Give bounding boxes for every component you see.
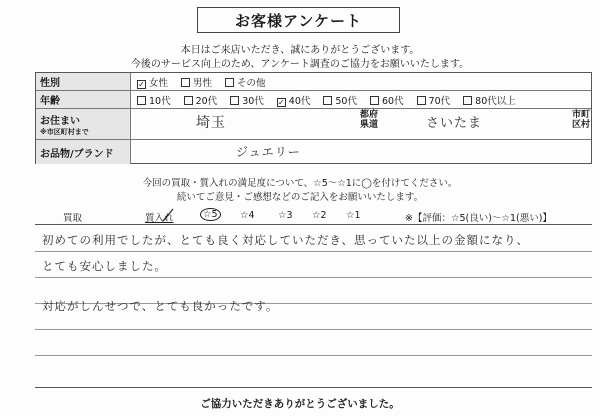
age-option[interactable] [323, 93, 357, 107]
age-option-label: 50代 [335, 95, 357, 107]
evaluation-row [35, 208, 592, 224]
comment-rule [35, 329, 592, 330]
gender-option-label: その他 [237, 77, 266, 89]
age-label: 年齢 [36, 91, 131, 108]
age-option-label: 80代以上 [475, 95, 516, 107]
gender-label: 性別 [36, 73, 131, 90]
question-line-2: 続いてご意見・ご感想などのご記入をお願いいたします。 [176, 192, 424, 203]
age-option[interactable] [463, 93, 516, 107]
comment-rule [35, 251, 592, 252]
checkbox-icon[interactable] [463, 96, 472, 105]
product-row [36, 140, 591, 164]
age-option[interactable] [370, 93, 404, 107]
gender-option[interactable] [137, 75, 168, 89]
checkbox-icon[interactable] [230, 96, 239, 105]
question-line-1: 今回の買取・質入れの満足度について、☆5～☆1に◯を付けてください。 [142, 178, 458, 189]
age-option-label: 20代 [195, 95, 218, 107]
comment-line-2: とても安心しました。 [42, 259, 167, 273]
rating-star-1: ☆1 [346, 210, 361, 221]
intro-line-2: 今後のサービス向上のため、アンケート調査のご協力をお願いいたします。 [130, 59, 470, 70]
age-option[interactable] [417, 93, 451, 107]
buy-option: 買取 [63, 213, 83, 224]
rating-legend: ※【評価：☆5(良い)～☆1(悪い)】 [405, 213, 552, 224]
age-option-label: 60代 [381, 95, 404, 107]
rating-star-5: ☆5 [200, 208, 221, 221]
comment-line-1: 初めての利用でしたが、とても良く対応していただき、思っていた以上の金額になり、 [42, 233, 530, 247]
prefecture-value: 埼玉 [196, 115, 226, 131]
footer-thanks: ご協力いただきありがとうございました。 [200, 398, 400, 410]
product-value: ジュエリー [236, 145, 301, 159]
age-option-label: 70代 [428, 95, 451, 107]
age-option[interactable] [230, 93, 264, 107]
checkbox-icon[interactable] [225, 78, 234, 87]
comment-line-3: 対応がしんせつで、とても良かったです。 [42, 299, 279, 313]
age-option[interactable] [137, 93, 171, 107]
age-option[interactable] [184, 93, 218, 107]
checkbox-icon[interactable] [184, 96, 193, 105]
product-label: お品物/ブランド [36, 140, 131, 164]
gender-option[interactable] [225, 75, 266, 89]
intro-line-1: 本日はご来店いただき、誠にありがとうございます。 [180, 45, 420, 56]
address-sublabel: ※市区町村まで [40, 127, 89, 136]
rating-star-3: ☆3 [278, 210, 293, 221]
city-suffix: 市町 区村 [572, 110, 591, 130]
customer-info-table [35, 72, 592, 164]
pawn-option: 質入れ [145, 213, 174, 224]
city-value: さいたま [426, 116, 483, 131]
gender-option[interactable] [181, 75, 212, 89]
gender-options [137, 73, 279, 90]
checkbox-icon[interactable] [181, 78, 190, 87]
age-option-label: 40代 [288, 95, 311, 107]
comment-rule [35, 355, 592, 356]
address-row [36, 109, 591, 140]
address-label: お住まい ※市区町村まで [36, 109, 131, 139]
checkbox-icon[interactable]: ✓ [138, 79, 145, 89]
gender-option-label: 女性 [149, 77, 169, 89]
gender-option-label: 男性 [193, 77, 213, 89]
age-row [36, 91, 591, 109]
age-option-label: 30代 [242, 95, 264, 107]
checkbox-icon[interactable] [323, 96, 332, 105]
rating-star-4: ☆4 [240, 210, 255, 221]
checkbox-icon[interactable] [417, 96, 426, 105]
comment-rule [35, 277, 592, 278]
age-option[interactable] [277, 93, 311, 107]
checkbox-icon[interactable] [137, 96, 146, 105]
age-options [137, 91, 529, 108]
rating-star-2: ☆2 [312, 210, 327, 221]
checkbox-icon[interactable]: ✓ [277, 97, 285, 107]
checkbox-icon[interactable] [370, 96, 379, 105]
age-option-label: 10代 [149, 95, 171, 107]
gender-row [36, 73, 591, 91]
survey-title: お客様アンケート [197, 7, 400, 33]
prefecture-suffix: 都府 県道 [359, 110, 378, 130]
